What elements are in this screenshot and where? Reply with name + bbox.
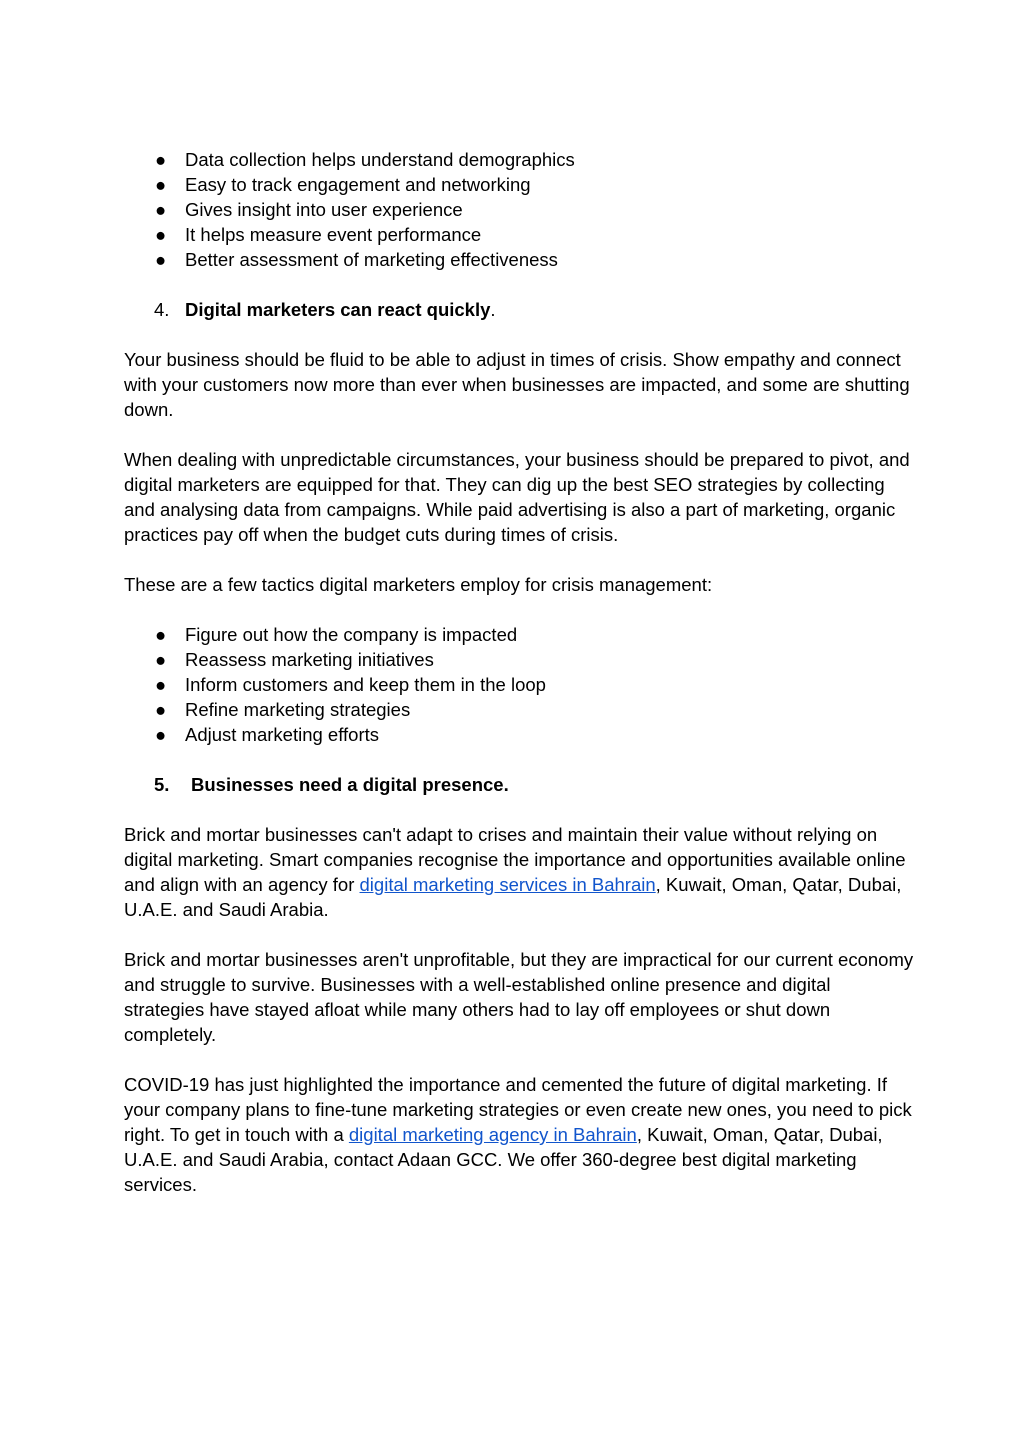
section-number: 5. xyxy=(154,774,170,795)
bahrain-agency-link[interactable]: digital marketing agency in Bahrain xyxy=(348,1124,637,1145)
section-number: 4. xyxy=(154,299,170,320)
section-title: Businesses need a digital presence. xyxy=(191,774,509,795)
bahrain-services-link[interactable]: digital marketing services in Bahrain xyxy=(359,874,656,895)
bullet-icon: ● xyxy=(155,674,167,695)
list-item: ● It helps measure event performance xyxy=(155,224,482,245)
bullet-icon: ● xyxy=(155,724,167,745)
paragraph: Brick and mortar businesses aren't unprofitable, but they are impractical for our current economy and struggle to survive. Businesses with a well-established online presence and digital strategies have stayed afloat while many others had to lay off employees or shut down completely. xyxy=(124,949,914,1045)
bullet-icon: ● xyxy=(155,149,167,170)
list-item: ● Adjust marketing efforts xyxy=(155,724,379,745)
bullet-icon: ● xyxy=(155,699,167,720)
bullet-icon: ● xyxy=(155,224,167,245)
list-item: ● Better assessment of marketing effectiveness xyxy=(155,249,558,270)
benefits-list xyxy=(124,147,914,272)
section-title: Digital marketers can react quickly xyxy=(185,299,491,320)
list-item: ● Figure out how the company is impacted xyxy=(155,624,518,645)
section-heading-5 xyxy=(124,772,914,797)
paragraph: Your business should be fluid to be able to adjust in times of crisis. Show empathy and connect with your customers now more than ever when businesses are impacted, and some are shutting down. xyxy=(124,349,910,420)
list-item: ● Gives insight into user experience xyxy=(155,199,463,220)
bullet-icon: ● xyxy=(155,649,167,670)
paragraph: COVID-19 has just highlighted the importance and cemented the future of digital marketing. If your company plans to fine-tune marketing strategies or even create new ones, you need to pick right. To get in touch with a digital marketing agency in Bahrain, Kuwait, Oman, Qatar, Dubai, U.A.E. and Saudi Arabia, contact Adaan GCC. We offer 360-degree best digital marketing services. xyxy=(124,1074,912,1195)
list-item: ● Reassess marketing initiatives xyxy=(155,649,434,670)
document-page xyxy=(124,147,914,1197)
bullet-icon: ● xyxy=(155,249,167,270)
paragraph: Brick and mortar businesses can't adapt to crises and maintain their value without relying on digital marketing. Smart companies recognise the importance and opportunities available online and align with an agency for digital marketing services in Bahrain, Kuwait, Oman, Qatar, Dubai, U.A.E. and Saudi Arabia. xyxy=(124,824,906,920)
paragraph: When dealing with unpredictable circumstances, your business should be prepared to pivot, and digital marketers are equipped for that. They can dig up the best SEO strategies by collecting and analysing data from campaigns. While paid advertising is also a part of marketing, organic practices pay off when the budget cuts during times of crisis. xyxy=(124,449,910,545)
tactics-list xyxy=(124,622,914,747)
list-item: ● Data collection helps understand demographics xyxy=(155,149,575,170)
paragraph: These are a few tactics digital marketers employ for crisis management: xyxy=(124,574,713,595)
list-item: ● Refine marketing strategies xyxy=(155,699,411,720)
bullet-icon: ● xyxy=(155,624,167,645)
list-item: ● Easy to track engagement and networking xyxy=(155,174,531,195)
section-heading-4: 4. Digital marketers can react quickly. xyxy=(154,299,496,320)
list-item: ● Inform customers and keep them in the loop xyxy=(155,674,546,695)
bullet-icon: ● xyxy=(155,199,167,220)
bullet-icon: ● xyxy=(155,174,167,195)
